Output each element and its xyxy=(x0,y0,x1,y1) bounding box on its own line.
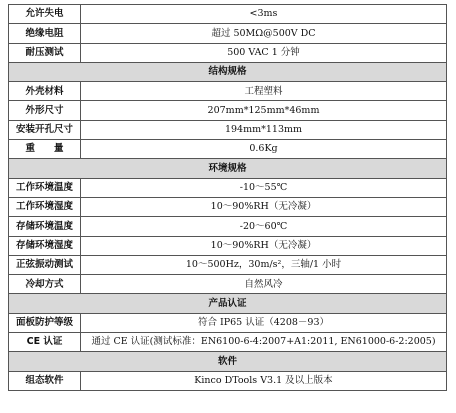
spec-row xyxy=(9,140,447,159)
spec-row xyxy=(9,178,447,197)
spec-row xyxy=(9,333,447,352)
spec-row xyxy=(9,5,447,24)
spec-value: -20～60℃ xyxy=(81,217,447,236)
spec-row xyxy=(9,197,447,216)
spec-label: 外壳材料 xyxy=(9,82,81,101)
spec-row xyxy=(9,255,447,274)
spec-row xyxy=(9,275,447,294)
spec-value: 符合 IP65 认证（4208－93） xyxy=(81,313,447,332)
spec-label: 存储环境湿度 xyxy=(9,236,81,255)
spec-row xyxy=(9,120,447,139)
section-title: 结构规格 xyxy=(9,62,447,81)
spec-value: 10～90%RH（无冷凝） xyxy=(81,236,447,255)
spec-label: 冷却方式 xyxy=(9,275,81,294)
spec-label: 正弦振动测试 xyxy=(9,255,81,274)
section-title: 环境规格 xyxy=(9,159,447,178)
section-header-row xyxy=(9,294,447,313)
spec-row xyxy=(9,371,447,390)
spec-value: 207mm*125mm*46mm xyxy=(81,101,447,120)
section-header-row xyxy=(9,352,447,371)
section-title: 软件 xyxy=(9,352,447,371)
spec-row xyxy=(9,82,447,101)
spec-label: 工作环境湿度 xyxy=(9,197,81,216)
section-title: 产品认证 xyxy=(9,294,447,313)
spec-label: 绝缘电阻 xyxy=(9,24,81,43)
spec-label: 面板防护等级 xyxy=(9,313,81,332)
spec-row xyxy=(9,217,447,236)
spec-label: 组态软件 xyxy=(9,371,81,390)
spec-row xyxy=(9,24,447,43)
spec-row xyxy=(9,236,447,255)
section-header-row xyxy=(9,159,447,178)
spec-label: 允许失电 xyxy=(9,5,81,24)
spec-label: 存储环境温度 xyxy=(9,217,81,236)
spec-value: <3ms xyxy=(81,5,447,24)
spec-row xyxy=(9,101,447,120)
spec-value: 10～500Hz，30m/s²，三轴/1 小时 xyxy=(81,255,447,274)
spec-value: 500 VAC 1 分钟 xyxy=(81,43,447,62)
spec-label: 工作环境温度 xyxy=(9,178,81,197)
spec-row xyxy=(9,43,447,62)
spec-value: 10～90%RH（无冷凝） xyxy=(81,197,447,216)
spec-value: 0.6Kg xyxy=(81,140,447,159)
spec-value: 自然风冷 xyxy=(81,275,447,294)
spec-label: 重 量 xyxy=(9,140,81,159)
spec-value: 通过 CE 认证(测试标准：EN6100-6-4:2007+A1:2011, EN61000-6-2:2005) xyxy=(81,333,447,352)
spec-value: 工程塑料 xyxy=(81,82,447,101)
spec-table-body xyxy=(9,5,447,391)
section-header-row xyxy=(9,62,447,81)
spec-value: Kinco DTools V3.1 及以上版本 xyxy=(81,371,447,390)
spec-label: 耐压测试 xyxy=(9,43,81,62)
spec-label: CE 认证 xyxy=(9,333,81,352)
spec-value: 超过 50MΩ@500V DC xyxy=(81,24,447,43)
spec-label: 外形尺寸 xyxy=(9,101,81,120)
spec-row xyxy=(9,313,447,332)
spec-value: 194mm*113mm xyxy=(81,120,447,139)
spec-label: 安装开孔尺寸 xyxy=(9,120,81,139)
spec-table xyxy=(8,4,447,391)
spec-value: -10～55℃ xyxy=(81,178,447,197)
